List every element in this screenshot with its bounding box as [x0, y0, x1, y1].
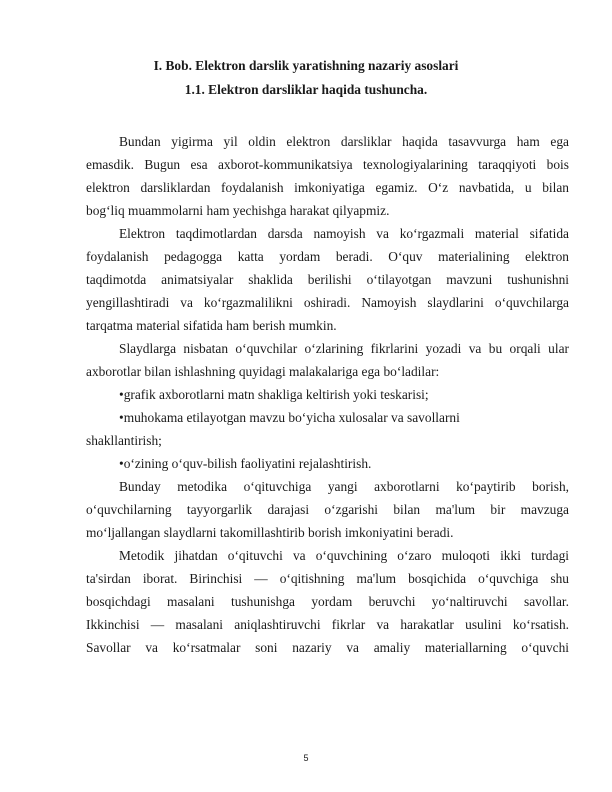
bullet-item: •o‘zining o‘quv-bilish faoliyatini rejalashtirish. [119, 456, 372, 471]
text-line: shakllantirish; [86, 433, 162, 448]
text-line: Savollar va ko‘rsatmalar soni nazariy va amaliy materiallarning o‘quvchi [86, 640, 569, 655]
text-line: mo‘ljallangan slaydlarni takomillashtirib borish imkoniyatini beradi. [86, 525, 454, 540]
text-line: foydalanish pedagogga katta yordam beradi. O‘quv materialining elektron [86, 249, 569, 264]
text-line: tarqatma material sifatida ham berish mumkin. [86, 318, 337, 333]
text-line: Slaydlarga nisbatan o‘quvchilar o‘zlarining fikrlarini yozadi va bu orqali ular [119, 341, 569, 356]
bullet-item: •grafik axborotlarni matn shakliga keltirish yoki teskarisi; [119, 387, 429, 402]
bullet-item: •muhokama etilayotgan mavzu bo‘yicha xulosalar va savollarni [119, 410, 460, 425]
page-number: 5 [303, 753, 309, 763]
text-line: axborotlar bilan ishlashning quyidagi malakalariga ega bo‘ladilar: [86, 364, 440, 379]
text-line: Ikkinchisi — masalani aniqlashtiruvchi fikrlar va harakatlar usulini ko‘rsatish. [86, 617, 569, 632]
text-line: elektron darsliklardan foydalanish imkoniyatiga egamiz. O‘z navbatida, u bilan [86, 180, 569, 195]
chapter-title: I. Bob. Elektron darslik yaratishning nazariy asoslari [153, 58, 459, 73]
text-line: bosqichdagi masalani tushunishga yordam beruvchi yo‘naltiruvchi savollar. [86, 594, 569, 609]
section-title: 1.1. Elektron darsliklar haqida tushuncha. [184, 82, 428, 97]
text-line: ta'sirdan iborat. Birinchisi — o‘qitishning ma'lum bosqichida o‘quvchiga shu [86, 571, 569, 586]
text-line: Bundan yigirma yil oldin elektron darsliklar haqida tasavvurga ham ega [119, 134, 569, 149]
text-line: Bunday metodika o‘qituvchiga yangi axborotlarni ko‘paytirib borish, [119, 479, 569, 494]
text-line: o‘quvchilarning tayyorgarlik darajasi o‘zgarishi bilan ma'lum bir mavzuga [86, 502, 569, 517]
text-line: Elektron taqdimotlardan darsda namoyish va ko‘rgazmali material sifatida [119, 226, 569, 241]
text-line: bog‘liq muammolarni ham yechishga harakat qilyapmiz. [86, 203, 390, 218]
text-line: taqdimotda animatsiyalar shaklida berilishi o‘tilayotgan mavzuni tushunishni [86, 272, 569, 287]
text-line: emasdik. Bugun esa axborot-kommunikatsiya texnologiyalarining taraqqiyoti bois [86, 157, 569, 172]
text-line: yengillashtiradi va ko‘rgazmalilikni oshiradi. Namoyish slaydlarini o‘quvchilarga [86, 295, 569, 310]
text-line: Metodik jihatdan o‘qituvchi va o‘quvchining o‘zaro muloqoti ikki turdagi [119, 548, 569, 563]
